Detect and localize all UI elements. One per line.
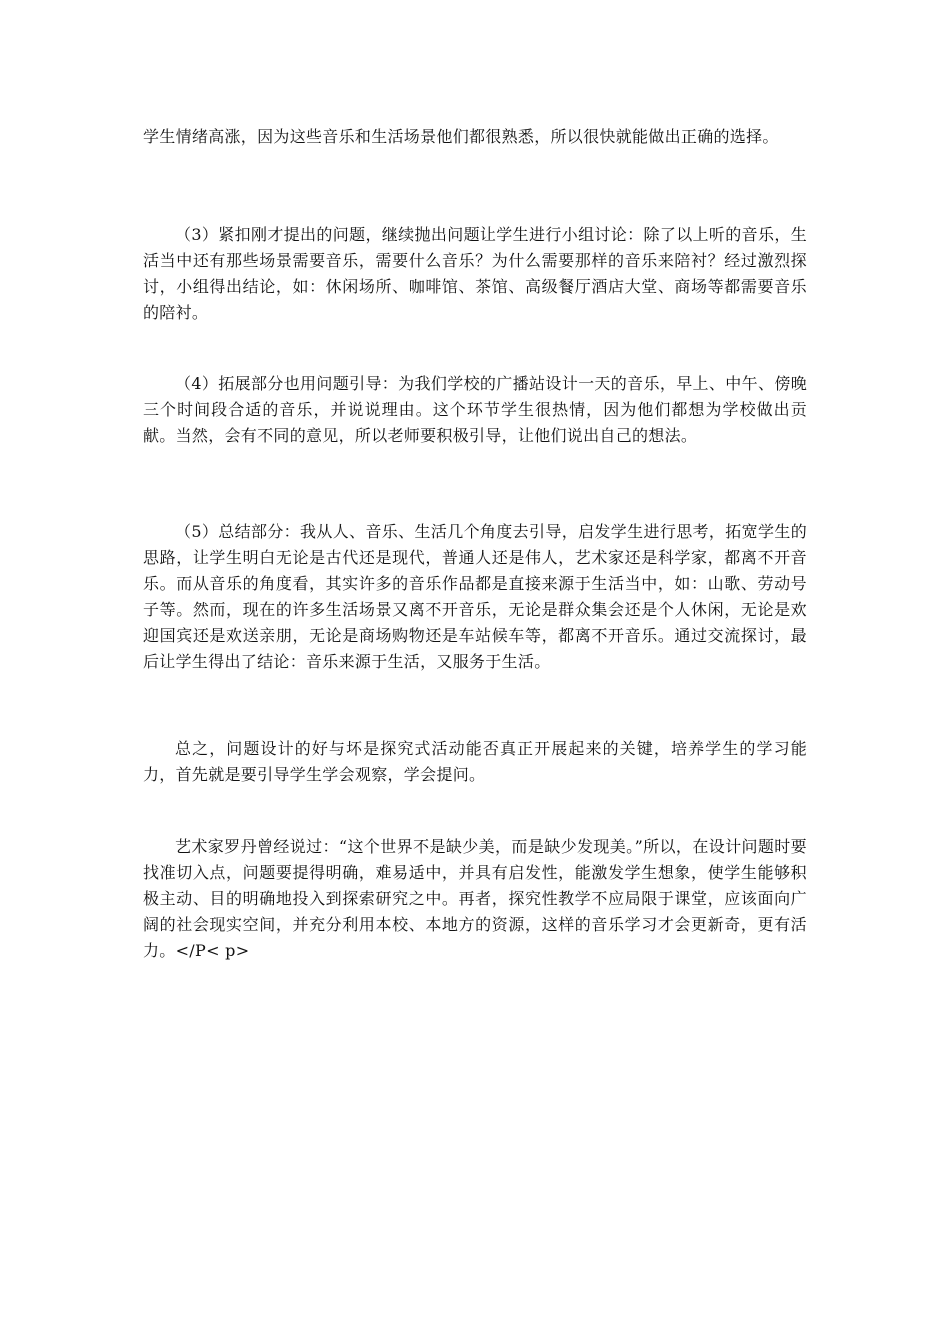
- paragraph-2: （3）紧扣刚才提出的问题，继续抛出问题让学生进行小组讨论：除了以上听的音乐，生活当中还有那些场景需要音乐，需要什么音乐？为什么需要那样的音乐来陪衬？经过激烈探讨，小组得出结论，如：休闲场所、咖啡馆、茶馆、高级餐厅酒店大堂、商场等都需要音乐的陪衬。: [143, 225, 807, 322]
- paragraph-3: （4）拓展部分也用问题引导：为我们学校的广播站设计一天的音乐，早上、中午、傍晚三个时间段合适的音乐，并说说理由。这个环节学生很热情，因为他们都想为学校做出贡献。当然，会有不同的意见，所以老师要积极引导，让他们说出自己的想法。: [143, 374, 807, 445]
- paragraph-5: 总之，问题设计的好与坏是探究式活动能否真正开展起来的关键，培养学生的学习能力，首先就是要引导学生学会观察，学会提问。: [143, 739, 807, 784]
- paragraph-6: 艺术家罗丹曾经说过：“这个世界不是缺少美，而是缺少发现美。”所以，在设计问题时要找准切入点，问题要提得明确，难易适中，并具有启发性，能激发学生想象，使学生能够积极主动、目的明确地投入到探索研究之中。再者，探究性教学不应局限于课堂，应该面向广阔的社会现实空间，并充分利用本校、本地方的资源，这样的音乐学习才会更新奇，更有活力。</P< p>: [143, 837, 807, 960]
- paragraph-1: 学生情绪高涨，因为这些音乐和生活场景他们都很熟悉，所以很快就能做出正确的选择。: [143, 127, 779, 146]
- paragraph-4: （5）总结部分：我从人、音乐、生活几个角度去引导，启发学生进行思考，拓宽学生的思路，让学生明白无论是古代还是现代，普通人还是伟人，艺术家还是科学家，都离不开音乐。而从音乐的角度看，其实许多的音乐作品都是直接来源于生活当中，如：山歌、劳动号子等。然而，现在的许多生活场景又离不开音乐，无论是群众集会还是个人休闲，无论是欢迎国宾还是欢送亲朋，无论是商场购物还是车站候车等，都离不开音乐。通过交流探讨，最后让学生得出了结论：音乐来源于生活，又服务于生活。: [143, 522, 807, 671]
